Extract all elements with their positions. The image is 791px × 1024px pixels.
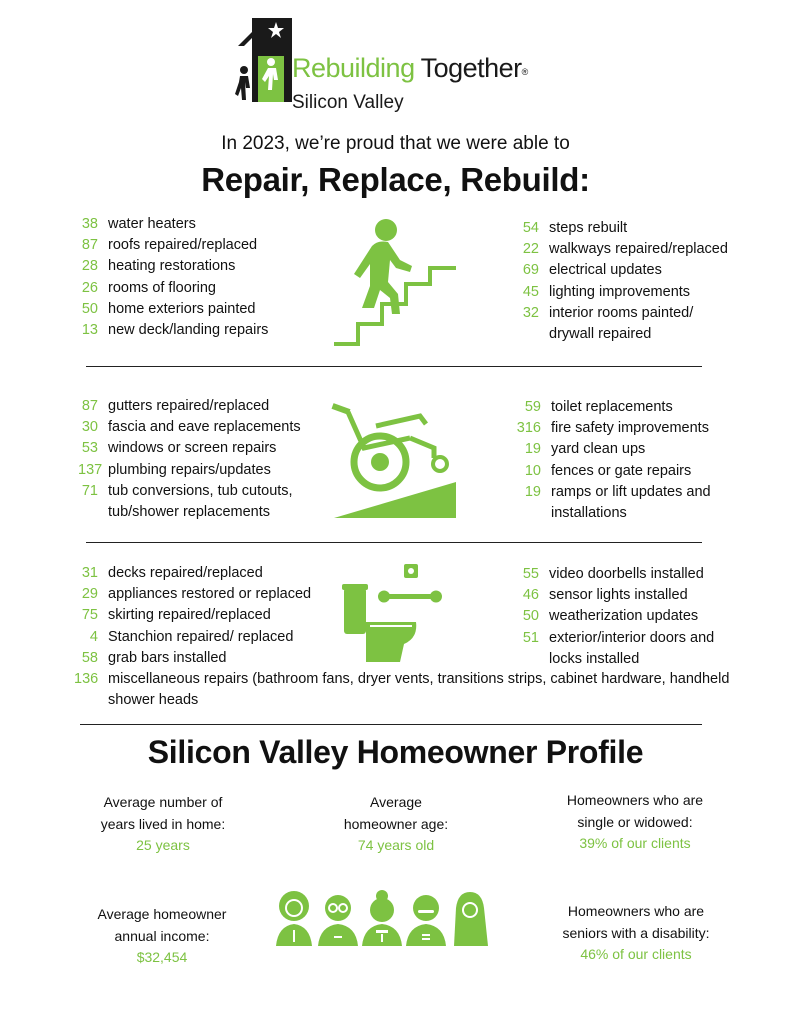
- list-item: [78, 460, 338, 481]
- stat-label: sensor lights installed: [549, 587, 688, 604]
- stat-number: 45: [522, 283, 539, 300]
- list-item: [508, 397, 778, 418]
- divider: [80, 724, 702, 725]
- stat-label: video doorbells installed: [549, 566, 704, 582]
- stat-number: 71: [81, 482, 98, 499]
- stat-number: 30: [81, 419, 98, 436]
- profile-label: seniors with a disability:: [562, 924, 710, 941]
- list-item: [74, 690, 734, 711]
- stat-number: 53: [81, 440, 98, 457]
- list-item: [78, 481, 338, 502]
- stat-number: 59: [524, 399, 541, 415]
- list-item: [508, 461, 778, 482]
- stat-number: 75: [81, 607, 98, 624]
- person-icon: [454, 892, 488, 946]
- profile-label: single or widowed:: [577, 813, 693, 830]
- list-item: [78, 563, 338, 584]
- person-icon: [276, 891, 312, 946]
- wheelchair-ramp-icon: [330, 398, 460, 522]
- stat-label: appliances restored or replaced: [108, 586, 312, 603]
- list-item: [515, 324, 775, 345]
- stat-number: 55: [522, 566, 539, 582]
- list-item: [78, 627, 338, 648]
- list-item: [78, 278, 338, 299]
- stat-number: 22: [522, 241, 539, 258]
- list-item: [508, 482, 778, 503]
- stat-label: ramps or lift updates and: [551, 483, 711, 500]
- list-item: [515, 564, 775, 585]
- stat-label: lighting improvements: [549, 283, 691, 300]
- stat-label: gutters repaired/replaced: [108, 398, 270, 414]
- list-item: [78, 438, 338, 459]
- list-item: [74, 669, 734, 690]
- stat-number: 10: [524, 462, 541, 479]
- toilet-grab-bar-icon: [340, 562, 460, 666]
- stat-label-continued: drywall repaired: [549, 326, 652, 343]
- profile-label: Homeowners who are: [567, 903, 705, 919]
- profile-label: Average homeowner: [97, 906, 227, 922]
- stat-label: electrical updates: [549, 262, 662, 279]
- list-item: [78, 605, 338, 626]
- person-icon: [406, 895, 446, 946]
- stat-number: 54: [522, 220, 539, 236]
- stat-number: 87: [81, 237, 98, 254]
- stat-label: steps rebuilt: [549, 220, 628, 236]
- stat-label: skirting repaired/replaced: [108, 607, 271, 624]
- list-item: [508, 439, 778, 460]
- section3-right-list: [515, 564, 775, 670]
- list-item: [515, 282, 775, 303]
- stat-label: tub conversions, tub cutouts,: [108, 482, 293, 499]
- stat-label: plumbing repairs/updates: [108, 461, 271, 478]
- stat-label: water heaters: [108, 216, 196, 232]
- profile-value: $32,454: [136, 949, 188, 965]
- homeowner-people-icon: [272, 888, 494, 948]
- profile-value: 25 years: [136, 837, 190, 853]
- stat-label: windows or screen repairs: [108, 440, 277, 457]
- stat-number: 19: [524, 483, 541, 500]
- stat-label: walkways repaired/replaced: [549, 241, 728, 258]
- profile-title: Silicon Valley Homeowner Profile: [147, 734, 644, 770]
- stat-label: rooms of flooring: [108, 279, 216, 296]
- stat-number: 26: [81, 279, 98, 296]
- list-item: [78, 584, 338, 605]
- stat-number: 32: [522, 304, 539, 321]
- stat-label: Stanchion repaired/ replaced: [108, 628, 294, 645]
- stat-number: 87: [81, 398, 98, 414]
- profile-value: 39% of our clients: [579, 835, 691, 851]
- profile-label: Average: [370, 794, 422, 810]
- list-item: [515, 585, 775, 606]
- section1-left-list: [78, 214, 338, 341]
- person-icon: [362, 890, 402, 946]
- list-item: [78, 396, 338, 417]
- stat-number: 13: [81, 322, 98, 339]
- list-item: [78, 502, 338, 523]
- profile-label: years lived in home:: [100, 815, 226, 832]
- stat-number: 69: [522, 262, 539, 279]
- profile-label: annual income:: [114, 927, 210, 944]
- logo-icon: [232, 16, 296, 104]
- stat-number: 29: [81, 586, 98, 603]
- profile-disability-box: [548, 901, 724, 966]
- profile-years-box: [92, 792, 234, 857]
- profile-label: Homeowners who are: [566, 792, 704, 808]
- intro-text: In 2023, we’re proud that we were able to: [221, 133, 570, 154]
- stat-number: 4: [89, 628, 98, 645]
- stat-label: exterior/interior doors and: [549, 629, 715, 646]
- list-item: [78, 417, 338, 438]
- divider: [86, 366, 702, 367]
- stat-number: 51: [522, 629, 539, 646]
- brand-name-part1: Rebuilding: [292, 53, 415, 83]
- list-item: [78, 299, 338, 320]
- stat-label-continued: tub/shower replacements: [108, 504, 270, 521]
- list-item: [515, 628, 775, 649]
- list-item: [78, 256, 338, 277]
- stat-label: fire safety improvements: [551, 420, 709, 437]
- stat-number: 136: [74, 671, 99, 687]
- profile-value: 46% of our clients: [580, 946, 692, 962]
- list-item: [515, 239, 775, 260]
- section1-right-list: [515, 218, 775, 345]
- section3-wide-item: [74, 669, 734, 711]
- brand-name-part2: Together: [420, 53, 522, 83]
- stat-number: 316: [516, 420, 541, 437]
- profile-single-box: [550, 790, 720, 855]
- section2-right-list: [508, 397, 778, 524]
- stat-label: interior rooms painted/: [549, 304, 694, 321]
- stat-number: 31: [81, 565, 98, 581]
- list-item: [515, 649, 775, 670]
- profile-label: homeowner age:: [343, 815, 449, 832]
- stat-label: miscellaneous repairs (bathroom fans, dryer vents, transitions strips, cabinet hardware, handheld: [108, 671, 730, 687]
- list-item: [78, 320, 338, 341]
- stat-label-continued: locks installed: [549, 650, 640, 667]
- stat-label: fences or gate repairs: [551, 462, 692, 479]
- list-item: [508, 503, 778, 524]
- brand-wordmark: [292, 53, 528, 84]
- brand-subtitle: Silicon Valley: [292, 92, 404, 113]
- person-icon: [318, 895, 358, 946]
- section2-left-list: [78, 396, 338, 523]
- page-headline: Repair, Replace, Rebuild:: [201, 161, 590, 198]
- list-item: [515, 260, 775, 281]
- list-item: [515, 218, 775, 239]
- stat-number: 58: [81, 649, 98, 666]
- divider: [86, 542, 702, 543]
- stat-label: decks repaired/replaced: [108, 565, 263, 581]
- stat-number: 50: [522, 608, 539, 625]
- list-item: [78, 214, 338, 235]
- stat-label: roofs repaired/replaced: [108, 237, 258, 254]
- stat-number: 38: [81, 216, 98, 232]
- profile-age-box: [320, 792, 472, 857]
- stat-number: 46: [522, 587, 539, 604]
- profile-income-box: [88, 904, 236, 969]
- stat-number: 28: [81, 258, 98, 275]
- registered-mark: ®: [521, 67, 528, 77]
- stat-label: heating restorations: [108, 258, 236, 275]
- stat-number: 137: [78, 461, 103, 478]
- stat-label-continued: shower heads: [108, 692, 199, 709]
- stat-label: new deck/landing repairs: [108, 322, 269, 339]
- stat-label: toilet replacements: [551, 399, 673, 415]
- stat-label: yard clean ups: [551, 441, 646, 458]
- section3-left-list: [78, 563, 338, 669]
- stat-label: home exteriors painted: [108, 300, 256, 317]
- stat-label-continued: installations: [551, 505, 627, 522]
- list-item: [515, 303, 775, 324]
- stairs-climber-icon: [330, 212, 460, 348]
- stat-label: grab bars installed: [108, 649, 227, 666]
- profile-value: 74 years old: [357, 837, 435, 853]
- list-item: [78, 235, 338, 256]
- list-item: [78, 648, 338, 669]
- profile-label: Average number of: [103, 794, 223, 810]
- stat-number: 19: [524, 441, 541, 458]
- stat-label: fascia and eave replacements: [108, 419, 301, 436]
- stat-number: 50: [81, 300, 98, 317]
- stat-label: weatherization updates: [549, 608, 699, 625]
- list-item: [515, 606, 775, 627]
- list-item: [508, 418, 778, 439]
